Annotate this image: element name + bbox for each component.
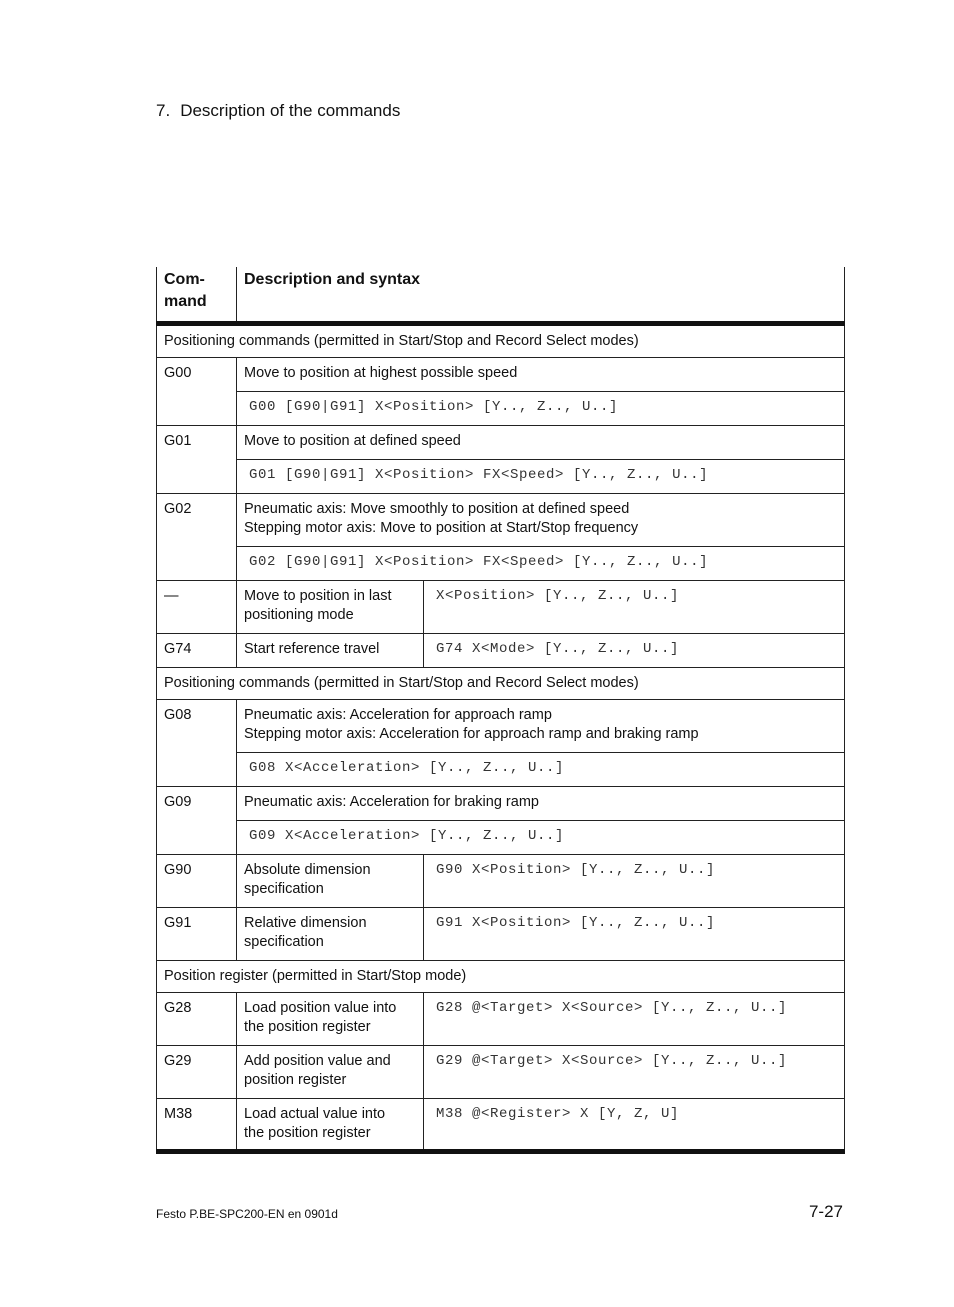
chapter-heading — [156, 101, 400, 121]
command-code: G08 — [157, 699, 237, 786]
command-description: Load position value into the position register — [237, 992, 424, 1045]
section-row — [157, 960, 845, 992]
table-row — [157, 493, 845, 546]
table-row — [157, 992, 845, 1045]
command-syntax: G02 [G90|G91] X<Position> FX<Speed> [Y.., Z.., U..] — [237, 546, 845, 580]
syntax-row — [157, 820, 845, 854]
command-syntax: G01 [G90|G91] X<Position> FX<Speed> [Y.., Z.., U..] — [237, 459, 845, 493]
section-title: Positioning commands (permitted in Start/Stop and Record Select modes) — [157, 667, 845, 699]
table-row — [157, 786, 845, 820]
command-description: Move to position in last positioning mode — [237, 580, 424, 633]
command-description: Pneumatic axis: Move smoothly to position at defined speed Stepping motor axis: Move to position at Start/Stop frequency — [237, 493, 845, 546]
command-code: — — [157, 580, 237, 633]
command-code: G74 — [157, 633, 237, 667]
command-description: Pneumatic axis: Acceleration for approach ramp Stepping motor axis: Acceleration for approach ramp and braking ramp — [237, 699, 845, 752]
section-row — [157, 667, 845, 699]
command-description: Absolute dimension specification — [237, 854, 424, 907]
command-description: Load actual value into the position register — [237, 1098, 424, 1151]
command-description: Move to position at defined speed — [237, 425, 845, 459]
command-code: G28 — [157, 992, 237, 1045]
section-title: Positioning commands (permitted in Start/Stop and Record Select modes) — [157, 323, 845, 357]
command-syntax: G28 @<Target> X<Source> [Y.., Z.., U..] — [424, 992, 845, 1045]
page-number: 7-27 — [808, 1202, 843, 1221]
command-code: G91 — [157, 907, 237, 960]
table-row — [157, 699, 845, 752]
document-id: Festo P.BE-SPC200-EN en 0901d — [156, 1207, 338, 1221]
command-code: G09 — [157, 786, 237, 854]
chapter-title: Description of the commands — [180, 101, 401, 120]
command-description: Relative dimension specification — [237, 907, 424, 960]
command-code: M38 — [157, 1098, 237, 1151]
command-code: G29 — [157, 1045, 237, 1098]
command-syntax: G00 [G90|G91] X<Position> [Y.., Z.., U..] — [237, 391, 845, 425]
command-description: Start reference travel — [237, 633, 424, 667]
command-syntax: G29 @<Target> X<Source> [Y.., Z.., U..] — [424, 1045, 845, 1098]
command-code: G01 — [157, 425, 237, 493]
command-description: Move to position at highest possible speed — [237, 357, 845, 391]
table-row — [157, 425, 845, 459]
command-description: Add position value and position register — [237, 1045, 424, 1098]
table-row — [157, 633, 845, 667]
command-syntax: G74 X<Mode> [Y.., Z.., U..] — [424, 633, 845, 667]
table-row — [157, 1098, 845, 1151]
command-syntax: G90 X<Position> [Y.., Z.., U..] — [424, 854, 845, 907]
section-row — [157, 323, 845, 357]
section-title: Position register (permitted in Start/Stop mode) — [157, 960, 845, 992]
table-header-row — [157, 267, 845, 323]
command-syntax: G09 X<Acceleration> [Y.., Z.., U..] — [237, 820, 845, 854]
table-row — [157, 357, 845, 391]
command-syntax: G91 X<Position> [Y.., Z.., U..] — [424, 907, 845, 960]
table-body — [157, 323, 845, 1151]
column-header-description: Description and syntax — [237, 267, 845, 323]
command-code: G02 — [157, 493, 237, 580]
table-row — [157, 1045, 845, 1098]
command-syntax: G08 X<Acceleration> [Y.., Z.., U..] — [237, 752, 845, 786]
syntax-row — [157, 752, 845, 786]
command-syntax: M38 @<Register> X [Y, Z, U] — [424, 1098, 845, 1151]
syntax-row — [157, 546, 845, 580]
command-code: G00 — [157, 357, 237, 425]
column-header-command: Com- mand — [157, 267, 237, 323]
table-row — [157, 907, 845, 960]
command-code: G90 — [157, 854, 237, 907]
syntax-row — [157, 459, 845, 493]
table-row — [157, 580, 845, 633]
table-row — [157, 854, 845, 907]
syntax-row — [157, 391, 845, 425]
command-table — [156, 267, 845, 1154]
command-syntax: X<Position> [Y.., Z.., U..] — [424, 580, 845, 633]
command-description: Pneumatic axis: Acceleration for braking ramp — [237, 786, 845, 820]
chapter-number: 7. — [156, 101, 171, 120]
